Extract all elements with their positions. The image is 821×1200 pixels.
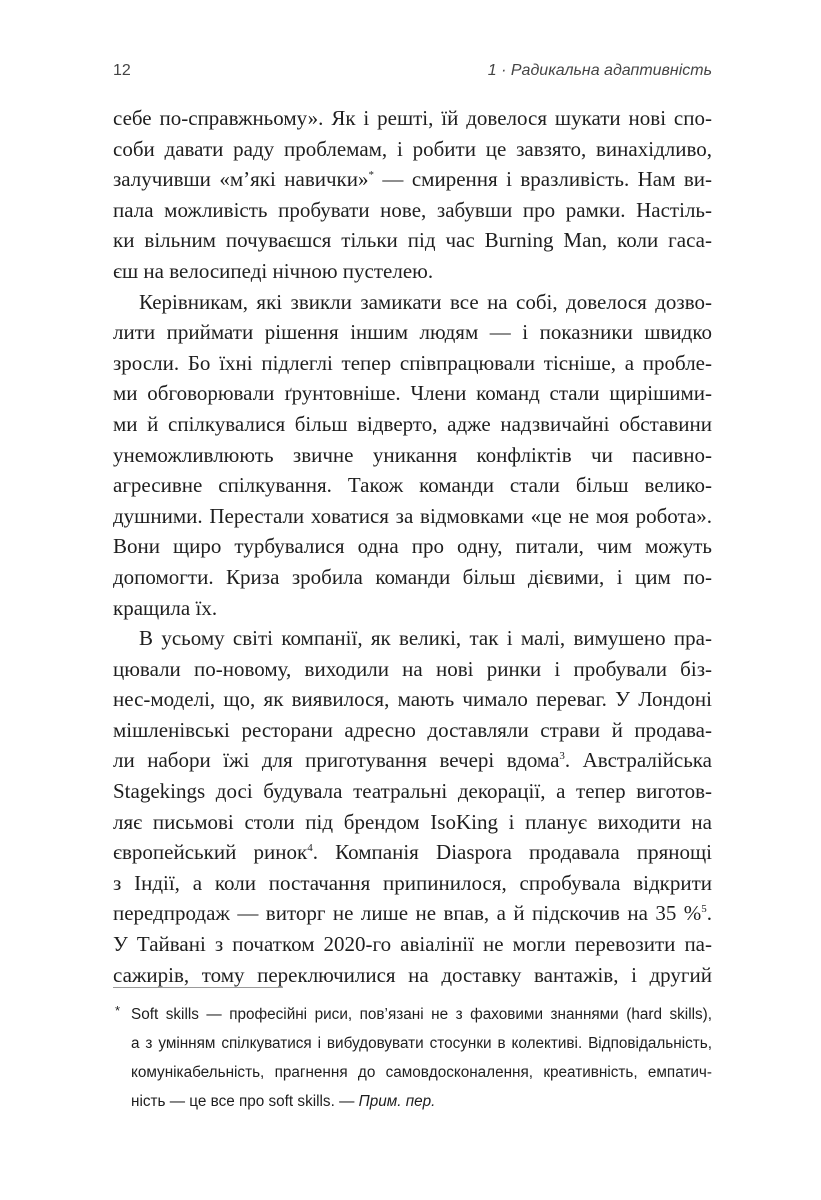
text-line: [113, 225, 712, 256]
line-text: кращила їх.: [113, 595, 218, 620]
line-text: єш на велосипеді нічною пустелею.: [113, 258, 434, 283]
text-line: [113, 470, 712, 501]
text-line: [113, 593, 712, 624]
line-text: унеможливлюють звичне уникання конфліктів чи пасивно-: [113, 442, 712, 467]
text-line: [113, 317, 712, 348]
text-line: [113, 837, 712, 868]
text-line: [113, 256, 712, 287]
translator-note: Прим. пер.: [358, 1093, 436, 1110]
text-line: [113, 715, 712, 746]
text-line: [113, 807, 712, 838]
text-line: [113, 562, 712, 593]
line-text: .: [706, 901, 712, 926]
footnote-text: ність — це все про soft skills. —: [131, 1093, 355, 1110]
line-text: Вони щиро турбувалися одна про одну, питали, чим можуть: [113, 534, 712, 559]
footnote-line: [113, 1029, 712, 1058]
line-text: Керівникам, які звикли замикати все на собі, довелося дозво-: [139, 289, 712, 314]
text-line: [113, 960, 712, 991]
line-text: зросли. Бо їхні підлеглі тепер співпрацювали тісніше, а пробле-: [113, 350, 712, 375]
body-text: [113, 103, 712, 990]
footnote-line: [113, 1058, 712, 1087]
text-line: [113, 623, 712, 654]
text-line: [113, 409, 712, 440]
line-text: ли набори їжі для приготування вечері вдома: [113, 748, 560, 773]
line-text: . Компанія Diaspora продавала прянощі: [312, 840, 712, 865]
footnote-text: а з умінням спілкуватися і вибудовувати стосунки в колективі. Відповідальність,: [131, 1035, 712, 1052]
text-line: [113, 929, 712, 960]
line-text: ки вільним почуваєшся тільки під час Burning Man, коли гаса-: [113, 228, 712, 253]
text-line: [113, 440, 712, 471]
line-text: У Тайвані з початком 2020-го авіалінії не могли перевозити па-: [113, 932, 712, 957]
line-text: — смирення і вразливість. Нам ви-: [373, 167, 712, 192]
line-text: ляє письмові столи під брендом IsoKing і планує виходити на: [113, 809, 712, 834]
line-text: сажирів, тому переключилися на доставку вантажів, і другий: [113, 962, 712, 987]
text-line: [113, 348, 712, 379]
line-text: допомогти. Криза зробила команди більш дієвими, і цим по-: [113, 564, 712, 589]
text-line: [113, 195, 712, 226]
line-text: душними. Перестали ховатися за відмовками «це не моя робота».: [113, 503, 712, 528]
line-text: ми й спілкувалися більш відверто, адже надзвичайні обставини: [113, 411, 712, 436]
line-text: цювали по-новому, виходили на нові ринки і пробували біз-: [113, 656, 712, 681]
footnote-text: комунікабельність, прагнення до самовдосконалення, креативність, емпатич-: [131, 1064, 712, 1081]
line-text: Stagekings досі будувала театральні декорації, а тепер виготов-: [113, 779, 712, 804]
text-line: [113, 287, 712, 318]
text-line: [113, 684, 712, 715]
line-text: себе по-справжньому». Як і решті, їй довелося шукати нові спо-: [113, 106, 712, 130]
text-line: [113, 164, 712, 195]
text-line: [113, 103, 712, 134]
line-text: пала можливість пробувати нове, забувши про рамки. Настіль-: [113, 197, 712, 222]
line-text: нес-моделі, що, як виявилося, мають чимало переваг. У Лондоні: [113, 687, 712, 712]
line-text: . Австралійська: [564, 748, 713, 773]
text-line: [113, 378, 712, 409]
line-text: ми обговорювали ґрунтовніше. Члени команд стали щирішими-: [113, 381, 712, 406]
footnote-reference: 4: [307, 842, 313, 855]
footnote-line: [113, 1000, 712, 1029]
text-line: [113, 134, 712, 165]
footnote-line: [113, 1087, 712, 1116]
line-text: європейський ринок: [113, 840, 308, 865]
footnote-marker: *: [115, 1003, 121, 1018]
footnote-reference: *: [368, 169, 374, 182]
line-text: лити приймати рішення іншим людям — і показники швидко: [113, 320, 712, 345]
text-line: [113, 654, 712, 685]
footnote-divider: [113, 987, 283, 988]
page-header: [113, 60, 712, 84]
footnote-reference: 5: [701, 903, 707, 916]
footnote-reference: 3: [559, 750, 565, 763]
line-text: з Індії, а коли постачання припинилося, спробувала відкрити: [113, 870, 712, 895]
text-line: [113, 868, 712, 899]
line-text: мішленівські ресторани адресно доставляли страви й продава-: [113, 717, 712, 742]
text-line: [113, 776, 712, 807]
text-line: [113, 501, 712, 532]
line-text: передпродаж — виторг не лише не впав, а й підскочив на 35 %: [113, 901, 702, 926]
footnote-text: Soft skills — професійні риси, пов’язані не з фаховими знаннями (hard skills),: [131, 1006, 712, 1023]
line-text: залучивши «м’які навички»: [113, 167, 369, 192]
line-text: соби давати раду проблемам, і робити це завзято, винахідливо,: [113, 136, 712, 161]
page-number: 12: [113, 62, 131, 79]
line-text: агресивне спілкування. Також команди стали більш велико-: [113, 473, 712, 498]
text-line: [113, 531, 712, 562]
line-text: В усьому світі компанії, як великі, так і малі, вимушено пра-: [139, 626, 712, 651]
running-title: 1 · Радикальна адаптивність: [487, 62, 712, 79]
footnote: [113, 1000, 712, 1116]
text-line: [113, 745, 712, 776]
text-line: [113, 898, 712, 929]
